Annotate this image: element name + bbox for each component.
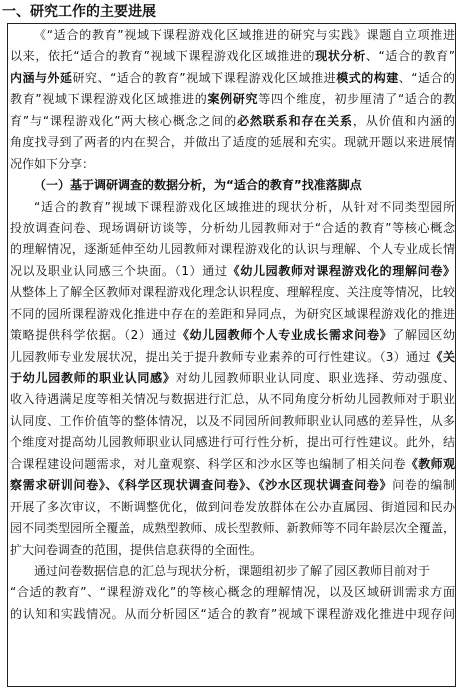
text-line [10, 454, 455, 475]
text-line [10, 25, 455, 46]
text-run: “适合的教育”视域下课程游戏化区域推进的现状分析，从针对不同类型园所 [34, 199, 455, 214]
text-run: 《“适合的教育”视域下课程游戏化区域推进的研究与实践》课题自立项推进 [34, 28, 455, 42]
text-run: 、“适合的 [398, 70, 455, 85]
text-line [10, 282, 455, 303]
bold-text: 模式的构建 [336, 70, 399, 85]
text-run: “合适的教育”、“课程游戏化”的等核心概念的理解情况，以及区域研训需求方面 [10, 585, 455, 600]
text-run: 以来，依托“适合的教育”视域下课程游戏化区域推进的 [10, 49, 316, 64]
section-title: 一、研究工作的主要进展 [2, 4, 156, 20]
text-line [10, 540, 455, 561]
bold-text: 《教师观 [405, 456, 455, 471]
text-run: 从整体上了解全区教师对课程游戏化理念认识程度、理解程度、关注度等情况，比较 [10, 285, 455, 300]
text-line [10, 68, 455, 89]
text-line [10, 46, 455, 67]
text-line [10, 197, 455, 218]
text-line [10, 432, 455, 453]
bold-text: 于幼儿园教师的职业认同感》 [10, 371, 176, 385]
text-run: 不同的园所课程游戏化推进中存在的差距和异同点，为研究区域课程游戏化的推进 [10, 306, 455, 321]
text-line [10, 347, 455, 368]
text-run: 开展了多次审议，不断调整优化，做到问卷发放群体在公办直属园、街道园和民办 [10, 499, 455, 514]
text-line [10, 561, 455, 582]
bold-text: 必然联系和存在关系 [237, 113, 353, 128]
text-run: 合课程建设问题需求，对儿童观察、科学区和沙水区等也编制了相关问卷 [10, 456, 406, 471]
bold-text: 案例研究 [207, 92, 259, 107]
bold-text: 《关 [430, 349, 455, 364]
text-run: 儿园教师专业发展状况，提出关于提升教师专业素养的可行性建议。（3）通过 [10, 349, 431, 364]
text-run: ，从价值和内涵的 [352, 113, 455, 128]
text-run: 研究、“适合的教育”视域下课程游戏化区域推进 [72, 70, 337, 85]
text-run: 收入待遇满足度等相关情况与数据进行汇总，从不同角度分析幼儿园教师对于职业 [10, 392, 455, 407]
text-run: 的理解情况，逐渐延伸至幼儿园教师对课程游戏化的认识与理解、个人专业成长情 [10, 242, 455, 257]
text-run: 况作如下分享： [10, 156, 95, 171]
text-run: 教育”视域下课程游戏化区域推进的 [10, 92, 208, 107]
body-text [10, 25, 455, 625]
text-line [10, 389, 455, 410]
text-run: 、“适合的教育” [365, 49, 455, 64]
text-line [10, 325, 455, 346]
text-line [10, 411, 455, 432]
bold-text: 《幼儿园教师对课程游戏化的理解问卷》 [227, 263, 455, 278]
text-run: 等四个维度，初步厘清了“适合的教 [258, 92, 455, 107]
text-line [10, 218, 455, 239]
text-line [10, 89, 455, 110]
bold-text: 察需求研训问卷》、《科学区现状调查问卷》、《沙水区现状调查问卷》 [10, 478, 393, 493]
text-run: 通过问卷数据信息的汇总与现状分析，课题组初步了解了园区教师目前对于 [34, 563, 431, 578]
text-run: 对幼儿园教师职业认同度、职业选择、劳动强度、 [175, 371, 455, 385]
text-line [10, 154, 455, 175]
text-run: 育”与“课程游戏化”两大核心概念之间的 [10, 113, 238, 128]
text-line [10, 368, 455, 389]
text-run: 问卷的编制 [392, 478, 455, 493]
text-line [10, 239, 455, 260]
text-run: 况以及职业认同感三个块面。（1）通过 [10, 263, 228, 278]
bold-text: 现状分析 [315, 49, 366, 64]
text-line [10, 111, 455, 132]
bold-text: 《幼儿园教师个人专业成长需求问卷》 [176, 328, 393, 343]
bold-text: 内涵与外延 [10, 70, 73, 85]
text-line [10, 261, 455, 282]
text-run: 角度找寻到了两者的内在契合，并做出了适度的延展和充实。现就开题以来进展情 [10, 135, 455, 150]
text-line [10, 518, 455, 539]
text-run: 了解园区幼 [392, 328, 455, 343]
text-line [10, 132, 455, 153]
text-line [10, 175, 455, 196]
text-line [10, 604, 455, 625]
text-run: 认同度、工作价值等的整体情况，以及不同园所间教师职业认同感的差异性，从多 [10, 413, 455, 428]
text-run: 个维度对提高幼儿园教师职业认同感进行可行性分析，提出可行性建议。此外，结 [10, 435, 455, 450]
text-line [10, 304, 455, 325]
text-run: 园不同类型园所全覆盖，成熟型教师、成长型教师、新教师等不同年龄层次全覆盖， [10, 521, 455, 536]
text-line [10, 475, 455, 496]
bold-text: （一）基于调研调查的数据分析，为“适合的教育”找准落脚点 [34, 178, 362, 193]
text-line [10, 582, 455, 603]
text-line [10, 497, 455, 518]
text-run: 扩大问卷调查的范围，提供信息获得的全面性。 [10, 542, 263, 557]
text-run: 策略提供科学依据。（2）通过 [10, 328, 177, 343]
text-run: 的认知和实践情况。从而分析园区“适合的教育”视域下课程游戏化推进中现存问 [10, 606, 455, 621]
text-run: 投放调查问卷、现场调研访谈等，分析幼儿园教师对于“合适的教育”等核心概念 [10, 220, 455, 235]
